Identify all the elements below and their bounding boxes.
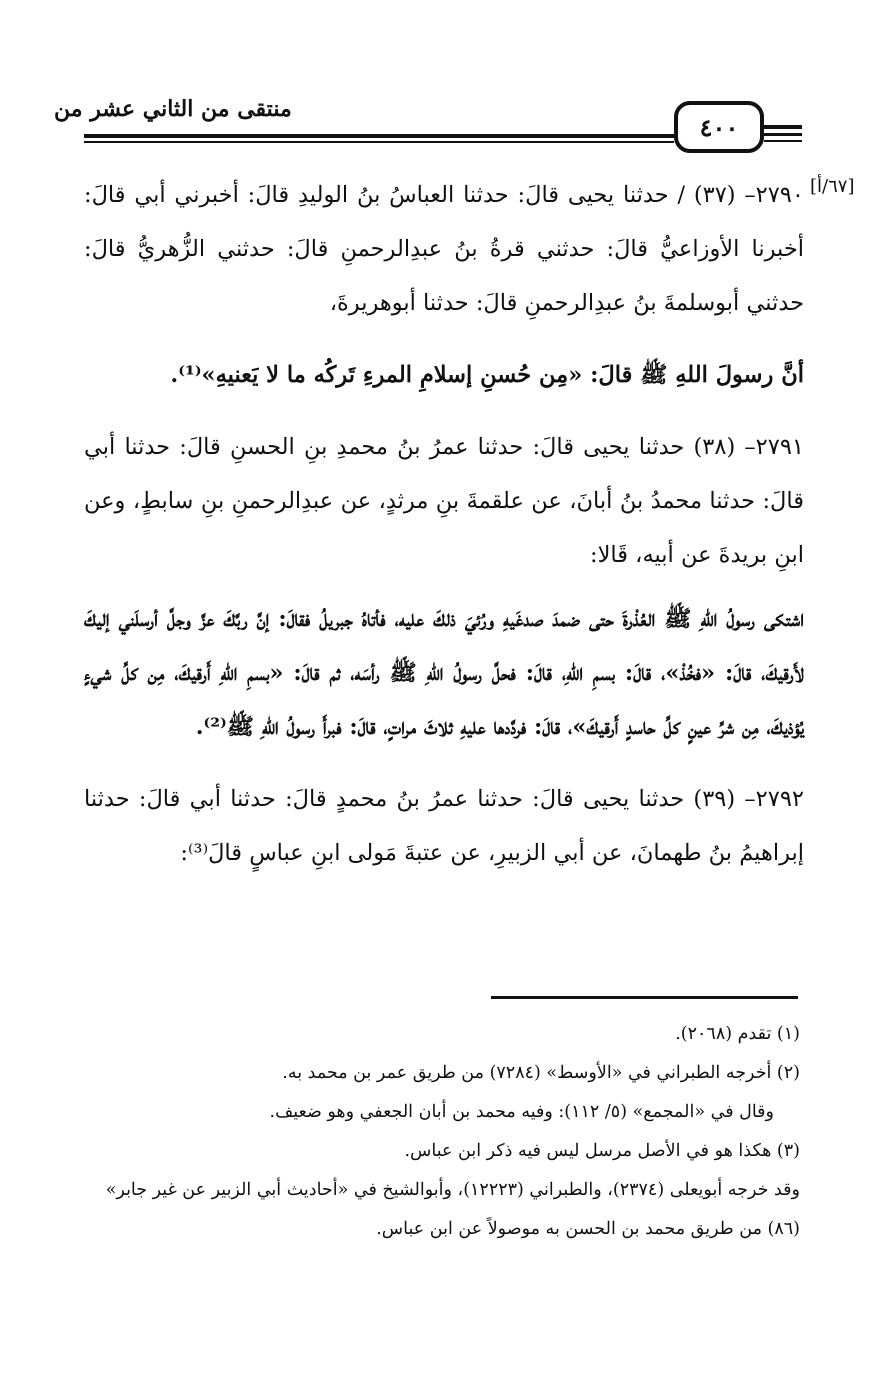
page-number: ٤٠٠ <box>699 112 739 142</box>
header-rule-thin <box>84 141 674 143</box>
header-rule-right-3 <box>764 140 802 142</box>
main-text <box>84 168 804 898</box>
hadith-2790-isnad: ٢٧٩٠– (٣٧) / حدثنا يحيى قالَ: حدثنا العباسُ بنُ الوليدِ قالَ: أخبرني أبي قالَ: أخبرنا الأوزاعيُّ قالَ: حدثني قرةُ بنُ عبدِالرحمنِ قالَ: حدثني الزُّهريُّ قالَ: حدثني أبوسلمةَ بنُ عبدِالرحمنِ قالَ: حدثنا أبوهريرةَ، <box>84 182 804 316</box>
hadith-2790-matn: أنَّ رسولَ اللهِ ﷺ قالَ: «مِن حُسنِ إسلامِ المرءِ تَركُه ما لا يَعنيهِ»⁽¹⁾. <box>170 362 804 388</box>
footnote-3-cont: وقد خرجه أبويعلى (٢٣٧٤)، والطبراني (١٢٢٢٣)، وأبوالشيخ في «أحاديث أبي الزبير عن غير جابر» (٨٦) من طريق محمد بن الحسن به موصولاً عن ابن عباس. <box>105 1180 800 1239</box>
footnotes <box>100 1015 800 1249</box>
header-rule-right-2 <box>764 133 802 136</box>
page-number-box <box>674 101 764 153</box>
footnote-separator <box>491 996 798 999</box>
hadith-2791-matn: اشتكى رسولُ اللهِ ﷺ العُذْرةَ حتى ضمدَ صدغَيهِ ورُئيَ ذلكَ عليه، فأتاهُ جبريلُ فقالَ: إنَّ ربَّكَ عزَّ وجلَّ أرسلَني إليكَ لأَرقيكَ، قالَ: «فخُذْ»، قالَ: بسمِ اللهِ، قالَ: فحلَّ رسولُ اللهِ ﷺ رأسَه، ثم قالَ: «بسمِ اللهِ أَرقيكَ، مِن كلِّ شيءٍ يُؤذيكَ، مِن شرِّ عينٍ كلِّ حاسدٍ أَرقيكَ»، قالَ: فردَّدها عليهِ ثلاثَ مراتٍ، قالَ: فبرأَ رسولُ اللهِ ﷺ⁽²⁾. <box>84 606 804 740</box>
header-rule-right-1 <box>764 125 802 129</box>
hadith-2792-isnad: ٢٧٩٢– (٣٩) حدثنا يحيى قالَ: حدثنا عمرُ بنُ محمدٍ قالَ: حدثنا أبي قالَ: حدثنا إبراهيمُ بنُ طهمانَ، عن أبي الزبيرِ، عن عتبةَ مَولى ابنِ عباسٍ قالَ⁽³⁾: <box>84 786 804 866</box>
footnote-2: (٢) أخرجه الطبراني في «الأوسط» (٧٢٨٤) من طريق عمر بن محمد به. <box>282 1063 800 1083</box>
manuscript-folio-ref: [٦٧/أ] <box>810 176 855 197</box>
footnote-2-cont: وقال في «المجمع» (٥/ ١١٢): وفيه محمد بن أبان الجعفي وهو ضعيف. <box>269 1102 774 1122</box>
footnote-1: (١) تقدم (٢٠٦٨). <box>675 1024 800 1044</box>
header-rule-thick <box>84 134 674 138</box>
hadith-2791-isnad: ٢٧٩١– (٣٨) حدثنا يحيى قالَ: حدثنا عمرُ بنُ محمدِ بنِ الحسنِ قالَ: حدثنا أبي قالَ: حدثنا محمدُ بنُ أبانَ، عن علقمةَ بنِ مرثدٍ، عن عبدِالرحمنِ بنِ سابطٍ، وعن ابنِ بريدةَ عن أبيه، قَالا: <box>84 434 804 568</box>
footnote-3: (٣) هكذا هو في الأصل مرسل ليس فيه ذكر ابن عباس. <box>404 1141 800 1161</box>
running-header-title: منتقى من الثاني عشر من <box>54 96 292 122</box>
